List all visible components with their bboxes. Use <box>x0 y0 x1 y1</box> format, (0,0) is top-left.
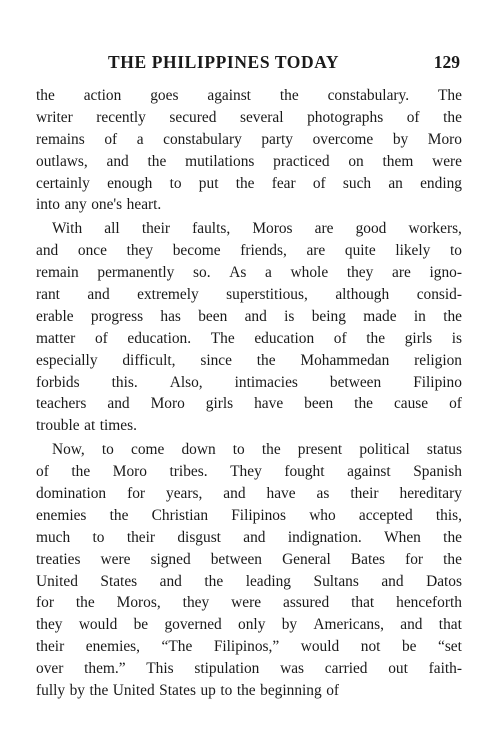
text-line: writer recently secured several photographs of the <box>36 108 462 126</box>
text-line: over them.” This stipulation was carried out faith- <box>36 660 462 678</box>
text-line: forbids this. Also, intimacies between Filipino <box>36 373 462 391</box>
page-number: 129 <box>433 52 460 72</box>
text-line: of the Moro tribes. They fought against Spanish <box>36 463 462 481</box>
paragraph <box>36 218 462 437</box>
text-line: domination for years, and have as their hereditary <box>36 485 462 503</box>
text-line: certainly enough to put the fear of such an ending <box>36 174 462 192</box>
text-line: rant and extremely superstitious, although consid- <box>36 286 462 304</box>
text-line: erable progress has been and is being made in the <box>36 307 462 325</box>
text-line: their enemies, “The Filipinos,” would not be “set <box>36 638 462 656</box>
text-line: fully by the United States up to the beginning of <box>36 682 340 700</box>
text-line: remains of a constabulary party overcome by Moro <box>36 130 462 148</box>
text-line: Now, to come down to the present political status <box>52 441 462 459</box>
text-line: for the Moros, they were assured that henceforth <box>36 594 462 612</box>
text-line: enemies the Christian Filipinos who accepted this, <box>36 506 462 524</box>
text-line: treaties were signed between General Bates for the <box>36 550 462 568</box>
text-line: into any one's heart. <box>36 196 162 214</box>
body-text <box>36 85 462 702</box>
running-title: THE PHILIPPINES TODAY <box>108 52 340 72</box>
text-line: they would be governed only by Americans, and that <box>36 616 462 634</box>
text-line: and once they become friends, are quite likely to <box>36 242 462 260</box>
text-line: remain permanently so. As a whole they are igno- <box>36 264 462 282</box>
text-line: matter of education. The education of the girls is <box>36 329 462 347</box>
text-line: teachers and Moro girls have been the cause of <box>36 395 462 413</box>
text-line: the action goes against the constabulary. The <box>36 87 462 104</box>
paragraph <box>36 439 462 702</box>
text-line: outlaws, and the mutilations practiced on them were <box>36 152 462 170</box>
text-line: especially difficult, since the Mohammedan religion <box>36 351 462 369</box>
paragraph <box>36 85 462 216</box>
running-head <box>36 52 460 76</box>
text-line: trouble at times. <box>36 417 137 435</box>
text-line: With all their faults, Moros are good workers, <box>52 220 462 238</box>
text-line: much to their disgust and indignation. When the <box>36 528 462 546</box>
text-line: United States and the leading Sultans and Datos <box>36 572 462 590</box>
